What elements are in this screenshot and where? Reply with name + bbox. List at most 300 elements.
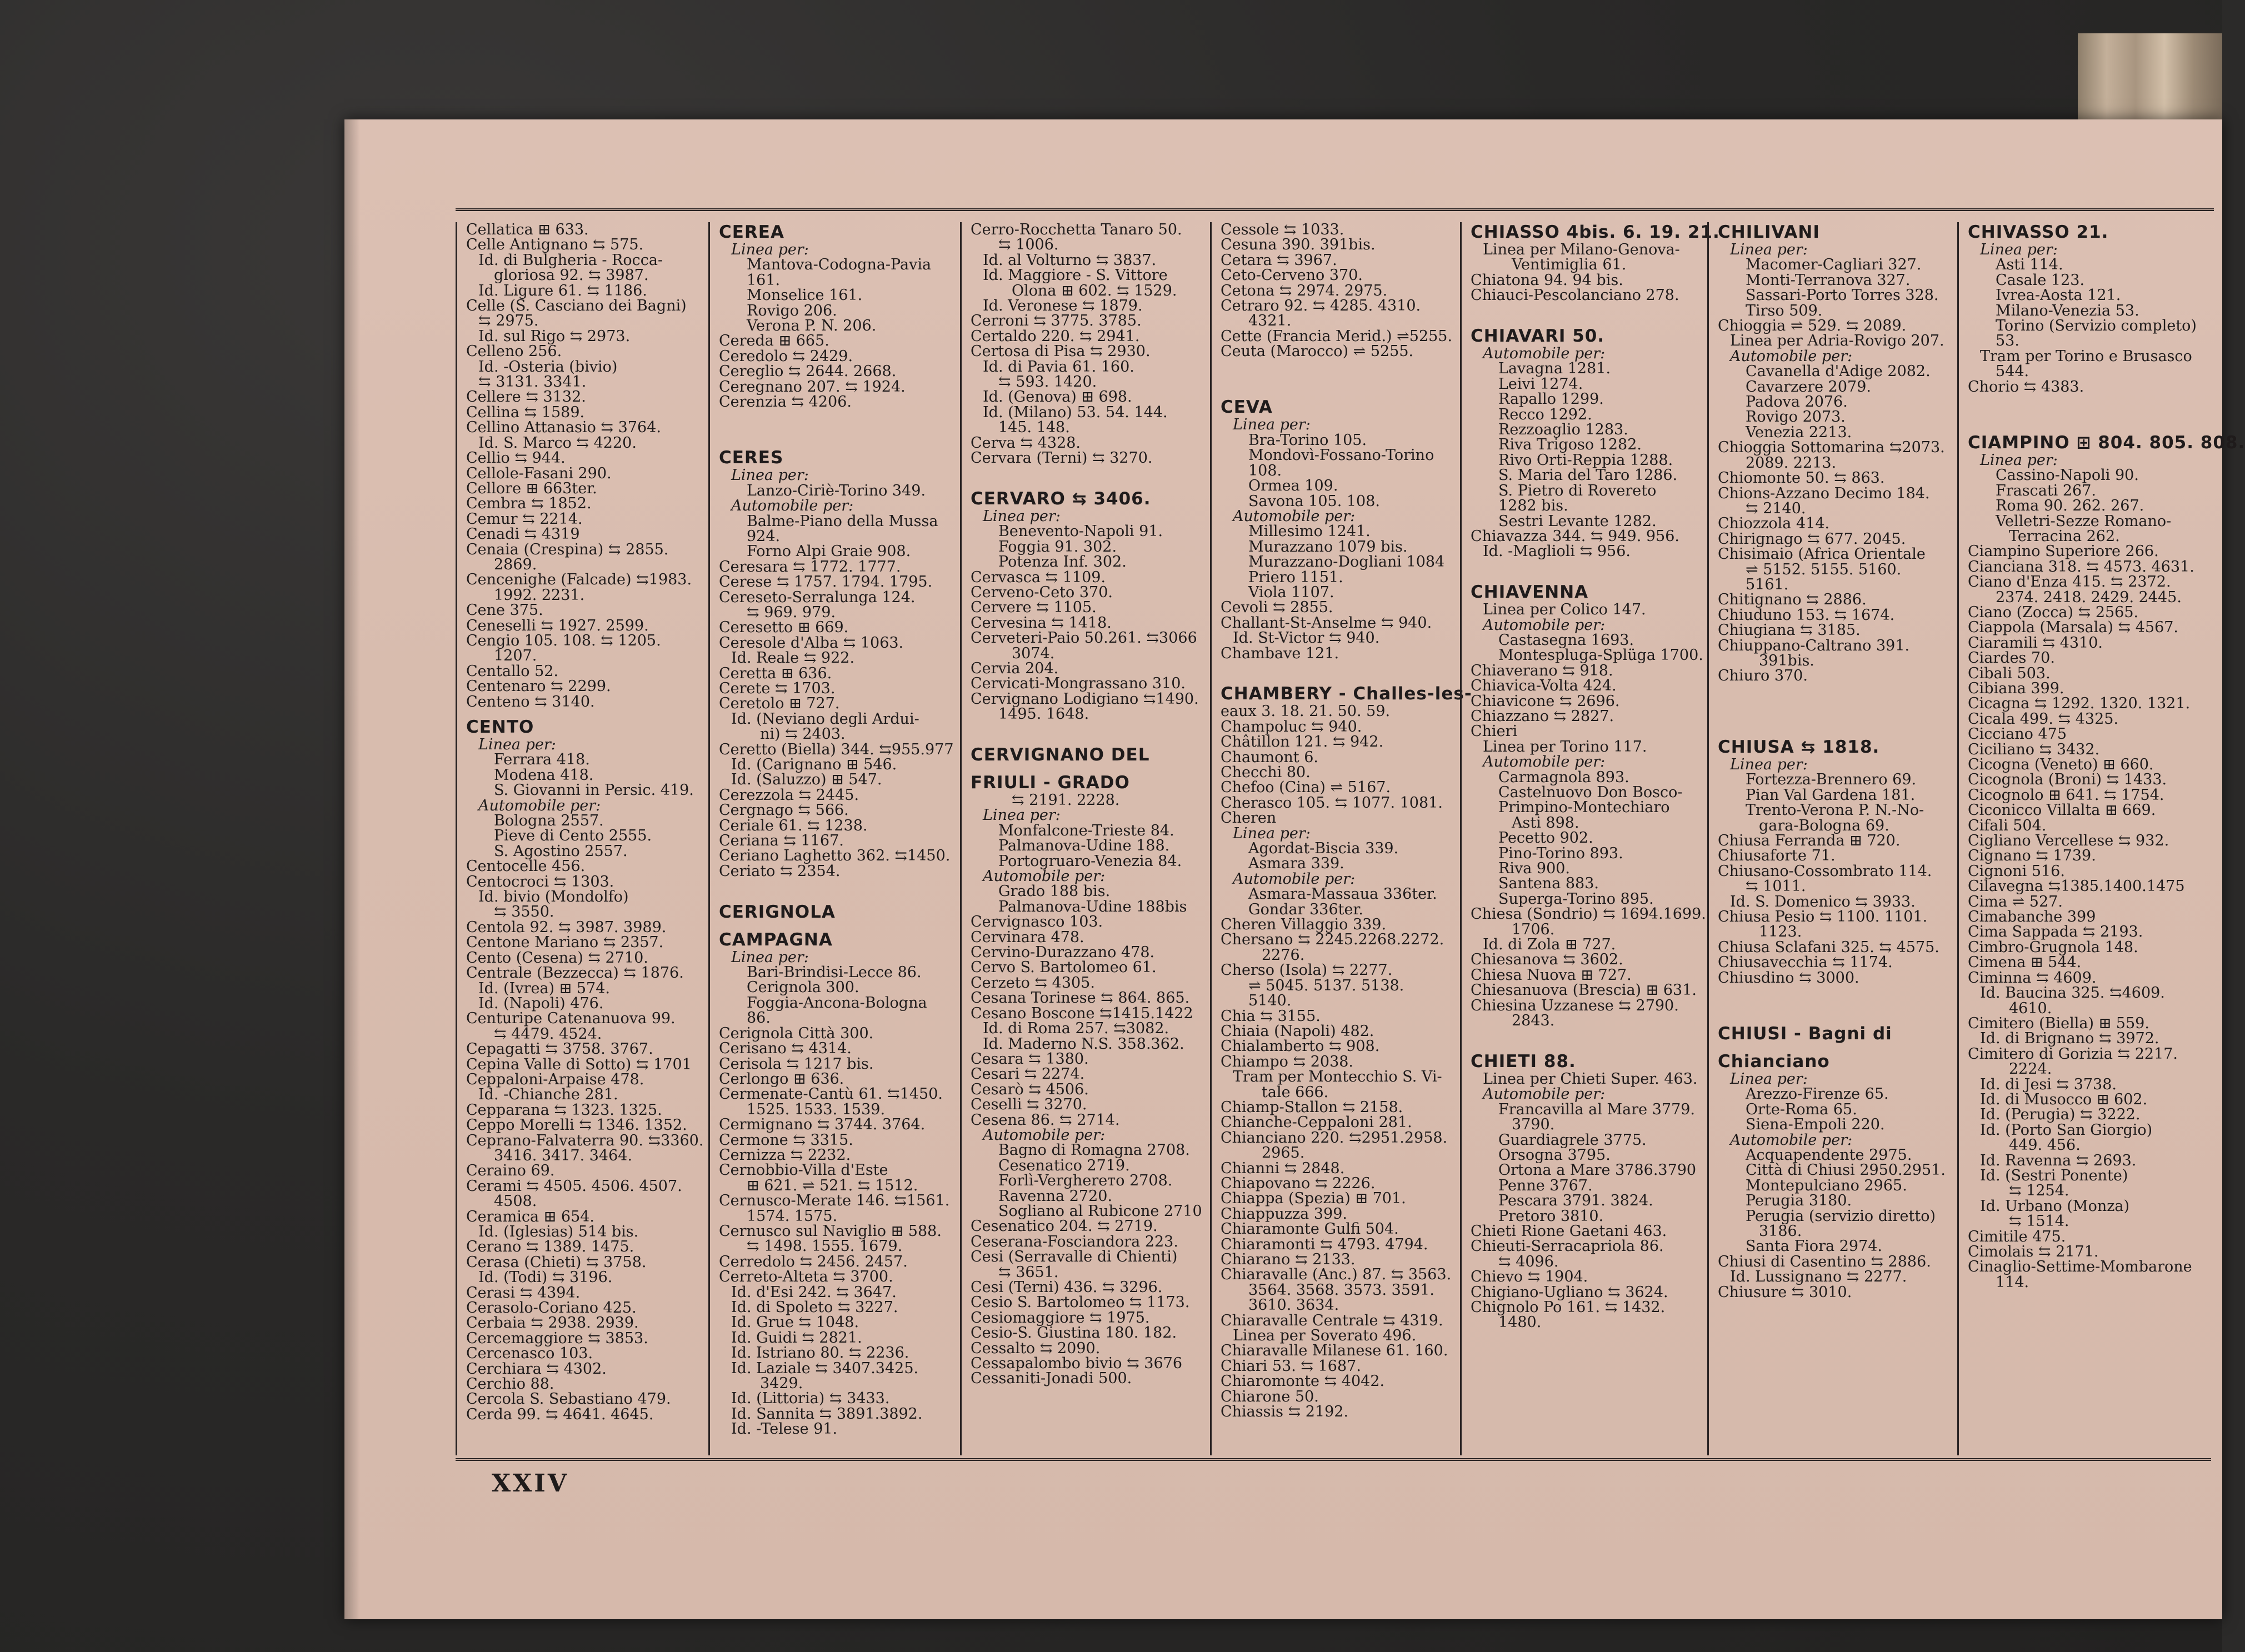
index-entry: Chiazzano ⇆ 2827.	[1471, 707, 1614, 725]
index-entry: Cerese ⇆ 1757. 1794. 1795.	[719, 573, 933, 591]
index-entry: ⇆ 3131. 3341.	[478, 373, 587, 391]
index-entry	[1471, 1029, 1702, 1044]
index-entry: Asmara-Massaua 336ter.	[1248, 885, 1437, 903]
index-entry: Chiusdino ⇆ 3000.	[1718, 969, 1859, 987]
index-entry: Murazzano-Dogliani 1084	[1248, 553, 1445, 571]
index-entry: Centuripe Catenanuova 99.	[466, 1010, 676, 1028]
index-entry: Cerami ⇆ 4505. 4506. 4507.	[466, 1177, 682, 1195]
index-entry: Cessole ⇆ 1033.	[1221, 221, 1344, 238]
index-entry: Automobile per:	[731, 497, 854, 515]
index-entry: 924.	[747, 527, 781, 545]
index-entry: Cevoli ⇆ 2855.	[1221, 599, 1333, 617]
index-entry: Ciano (Zocca) ⇆ 2565.	[1968, 603, 2139, 621]
index-entry: Id. -Telese 91.	[731, 1420, 838, 1438]
index-entry: 4610.	[2009, 999, 2052, 1017]
index-entry: Cesi (Serravalle di Chienti)	[971, 1248, 1178, 1266]
index-entry: Id. di Zola ⊞ 727.	[1483, 936, 1616, 954]
index-entry: Chievo ⇆ 1904.	[1471, 1268, 1588, 1286]
index-entry: Chiaramonte Gulfi 504.	[1221, 1220, 1399, 1238]
index-entry: 449. 456.	[2009, 1137, 2081, 1154]
index-entry: Id. S. Domenico ⇆ 3933.	[1730, 893, 1916, 910]
index-entry: Linea per:	[1980, 451, 2058, 469]
index-entry: gara-Bologna 69.	[1759, 817, 1889, 834]
index-entry: 114.	[1996, 1273, 2029, 1291]
index-entry: 86.	[747, 1009, 771, 1027]
index-entry: Automobile per:	[1483, 753, 1606, 771]
index-entry: Chiaravalle Milanese 61. 160.	[1221, 1342, 1448, 1360]
index-entry: Pieve di Cento 2555.	[494, 827, 652, 845]
index-entry: Chioggia ⇌ 529. ⇆ 2089.	[1718, 317, 1907, 335]
index-entry: Chignolo Po 161. ⇆ 1432.	[1471, 1299, 1666, 1316]
index-entry: Ceselli ⇆ 3270.	[971, 1096, 1087, 1114]
index-entry: Cette (Francia Merid.) ⇌5255.	[1221, 327, 1453, 345]
index-entry: Cicala 499. ⇆ 4325.	[1968, 710, 2119, 728]
index-entry: Cavanella d'Adige 2082.	[1746, 363, 1931, 381]
index-entry: Id. Sannita ⇆ 3891.3892.	[731, 1405, 923, 1423]
index-entry: 5161.	[1746, 575, 1789, 593]
index-entry: Linea per Milano-Genova-	[1483, 241, 1680, 258]
index-entry: Chambave 121.	[1221, 644, 1339, 662]
index-entry	[719, 409, 954, 424]
index-entry: Chiarano ⇆ 2133.	[1221, 1251, 1356, 1268]
index-entry: Chirignago ⇆ 677. 2045.	[1718, 530, 1906, 548]
index-entry: Id. (Saluzzo) ⊞ 547.	[731, 771, 882, 789]
index-entry: Guardiagrele 3775.	[1498, 1131, 1647, 1149]
index-entry: 1574. 1575.	[747, 1207, 838, 1225]
index-entry: Cervo S. Bartolomeo 61.	[971, 959, 1157, 977]
index-entry: Chiesina Uzzanese ⇆ 2790.	[1471, 997, 1679, 1014]
index-entry: Chiomonte 50. ⇆ 863.	[1718, 469, 1885, 487]
index-entry: Ciaramili ⇆ 4310.	[1968, 634, 2103, 652]
index-entry: Agordat-Biscia 339.	[1248, 840, 1399, 858]
index-entry: Verona P. N. 206.	[747, 317, 877, 335]
index-entry: Lavagna 1281.	[1498, 360, 1611, 378]
index-entry: ⇆ 969. 979.	[747, 603, 836, 621]
index-entry: 2869.	[494, 555, 537, 573]
index-entry: Id. (Ivrea) ⊞ 574.	[478, 979, 610, 997]
index-entry: Centocelle 456.	[466, 858, 586, 875]
index-entry: Id. (Perugia) ⇆ 3222.	[1980, 1106, 2141, 1124]
index-entry: Ceuta (Marocco) ⇌ 5255.	[1221, 343, 1414, 361]
index-entry: Pecetto 902.	[1498, 829, 1593, 847]
index-entry: Id. (Carignano ⊞ 546.	[731, 756, 897, 773]
index-table	[456, 208, 2245, 1455]
index-entry: Cerchiara ⇆ 4302.	[466, 1360, 607, 1378]
index-entry: Cessapalombo bivio ⇆ 3676	[971, 1355, 1183, 1373]
index-entry: Cesuna 390. 391bis.	[1221, 236, 1376, 254]
index-entry: Ciminna ⇆ 4609.	[1968, 969, 2097, 987]
index-entry: Cerignola Città 300.	[719, 1024, 874, 1042]
index-entry: Mantova-Codogna-Pavia	[747, 256, 932, 274]
index-entry: Orte-Roma 65.	[1746, 1100, 1857, 1118]
index-entry: Chiuduno 153. ⇆ 1674.	[1718, 606, 1895, 624]
index-entry: Monfalcone-Trieste 84.	[998, 822, 1174, 839]
index-entry: Chiaravalle Centrale ⇆ 4319.	[1221, 1311, 1443, 1329]
index-entry: Bagno di Romagna 2708.	[998, 1142, 1190, 1159]
index-entry: Chianni ⇆ 2848.	[1221, 1159, 1345, 1177]
index-entry: Cesara ⇆ 1380.	[971, 1050, 1089, 1068]
index-entry: 4508.	[494, 1193, 537, 1210]
index-entry	[1221, 374, 1454, 389]
index-entry: Ceneselli ⇆ 1927. 2599.	[466, 617, 649, 634]
index-column-3	[960, 222, 1210, 1455]
index-entry: Cerreto-Alteta ⇆ 3700.	[719, 1268, 893, 1286]
index-entry: Ceraino 69.	[466, 1162, 555, 1180]
index-entry: Cernizza ⇆ 2232.	[719, 1146, 851, 1164]
index-entry: Cepparana ⇆ 1323. 1325.	[466, 1101, 662, 1119]
index-entry: Olona ⊞ 602. ⇆ 1529.	[1012, 282, 1177, 299]
section-heading: CEVA	[1221, 397, 1273, 418]
index-entry: Sogliano al Rubicone 2710	[998, 1202, 1202, 1220]
index-entry: Chions-Azzano Decimo 184.	[1718, 484, 1930, 502]
index-entry: Cereda ⊞ 665.	[719, 332, 829, 350]
index-entry: Ceppo Morelli ⇆ 1346. 1352.	[466, 1117, 687, 1134]
index-entry: Orsogna 3795.	[1498, 1146, 1611, 1164]
index-entry: Automobile per:	[1730, 1131, 1853, 1149]
index-entry: Cimitile 475.	[1968, 1228, 2066, 1245]
index-entry: ⇆ 1254.	[2009, 1182, 2069, 1200]
index-entry: Chisimaio (Africa Orientale	[1718, 545, 1926, 563]
index-entry: Sassari-Porto Torres 328.	[1746, 287, 1939, 304]
section-heading: CIAMPINO ⊞ 804. 805. 808.	[1968, 432, 2245, 453]
index-entry: Cervino-Durazzano 478.	[971, 944, 1155, 962]
index-entry: Linea per:	[1730, 241, 1808, 258]
index-entry: Savona 105. 108.	[1248, 492, 1380, 510]
index-entry: ⇆ 3550.	[494, 903, 554, 921]
index-entry: S. Agostino 2557.	[494, 842, 628, 860]
section-heading: CHIUSI - Bagni di	[1718, 1023, 1892, 1044]
index-entry: Cesio S. Bartolomeo ⇆ 1173.	[971, 1294, 1190, 1311]
index-entry: S. Maria del Taro 1286.	[1498, 467, 1678, 484]
index-entry: Chieri	[1471, 723, 1518, 740]
page-number: XXIV	[492, 1469, 569, 1498]
index-entry: Cheren	[1221, 809, 1277, 827]
index-entry: Cerasi ⇆ 4394.	[466, 1284, 581, 1301]
index-entry: Id. (Todi) ⇆ 3196.	[478, 1269, 613, 1286]
index-entry: Id. di Roma 257. ⇆3082.	[983, 1020, 1169, 1038]
index-entry: Centallo 52.	[466, 662, 559, 680]
index-entry: Penne 3767.	[1498, 1177, 1593, 1194]
index-entry: Ferrara 418.	[494, 751, 590, 769]
index-entry: Ventimiglia 61.	[1512, 256, 1627, 274]
index-entry: Centeno ⇆ 3140.	[466, 693, 595, 710]
index-entry: Padova 2076.	[1746, 393, 1848, 411]
index-entry: Cervasca ⇆ 1109.	[971, 568, 1106, 586]
index-entry: 2276.	[1262, 946, 1305, 964]
index-column-4	[1210, 221, 1472, 1455]
index-entry	[971, 466, 1204, 481]
index-entry: 2843.	[1512, 1012, 1555, 1030]
index-entry: Ceto-Cerveno 370.	[1221, 267, 1363, 284]
index-entry: 3074.	[1012, 644, 1055, 662]
index-entry: Macomer-Cagliari 327.	[1746, 256, 1922, 274]
index-entry: Cenadi ⇆ 4319	[466, 525, 580, 543]
index-entry: Pescara 3791. 3824.	[1498, 1192, 1653, 1210]
index-entry: Cerbaia ⇆ 2938. 2939.	[466, 1314, 639, 1332]
index-entry: Cavarzere 2079.	[1746, 378, 1871, 396]
index-entry: Tirso 509.	[1746, 302, 1823, 319]
index-entry: Chiavazza 344. ⇆ 949. 956.	[1471, 527, 1679, 545]
index-entry: Cepina Valle di Sotto) ⇆ 1701	[466, 1055, 692, 1073]
index-entry: S. Giovanni in Persic. 419.	[494, 782, 694, 799]
index-entry: Cerroni ⇆ 3775. 3785.	[971, 312, 1142, 330]
index-entry: Ceretta ⊞ 636.	[719, 664, 832, 682]
index-entry: Cicognolo ⊞ 641. ⇆ 1754.	[1968, 786, 2164, 804]
index-entry: 53.	[1996, 332, 2019, 350]
index-entry: Forlì-Vergherето 2708.	[998, 1172, 1173, 1190]
index-entry: Rapallo 1299.	[1498, 391, 1604, 408]
index-entry: Cellore ⊞ 663ter.	[466, 479, 597, 497]
index-entry: Balme-Piano della Mussa	[747, 512, 938, 530]
index-entry: Id. di Jesi ⇆ 3738.	[1980, 1075, 2117, 1093]
index-entry: Cerete ⇆ 1703.	[719, 679, 836, 697]
index-entry: Bra-Torino 105.	[1248, 431, 1367, 449]
index-entry: Centone Mariano ⇆ 2357.	[466, 934, 664, 952]
index-entry: Chianciano 220. ⇆2951.2958.	[1221, 1129, 1448, 1147]
index-entry: Cheren Villaggio 339.	[1221, 916, 1387, 934]
index-entry: Linea per:	[731, 467, 809, 484]
index-entry: Roma 90. 262. 267.	[1996, 497, 2144, 515]
index-entry: Cerasolo-Coriano 425.	[466, 1299, 637, 1317]
index-entry: Cereseto-Serralunga 124.	[719, 588, 916, 606]
index-entry: Champoluc ⇆ 940.	[1221, 718, 1362, 735]
index-entry: Cerlongo ⊞ 636.	[719, 1070, 844, 1088]
section-heading: CHIVASSO 21.	[1968, 222, 2109, 242]
index-entry	[1968, 409, 2207, 424]
index-entry: Cesena 86. ⇆ 2714.	[971, 1111, 1120, 1129]
index-column-5	[1460, 222, 1720, 1455]
index-entry: Cermenate-Cantù 61. ⇆1450.	[719, 1085, 943, 1103]
index-entry: Chieuti-Serracapriola 86.	[1471, 1238, 1664, 1255]
index-entry: Ceramica ⊞ 654.	[466, 1208, 595, 1225]
index-entry: Chigiano-Ugliano ⇆ 3624.	[1471, 1283, 1668, 1301]
index-entry	[1221, 359, 1454, 374]
index-entry: Riva Trigoso 1282.	[1498, 436, 1642, 454]
index-entry: gloriosa 92. ⇆ 3987.	[494, 267, 649, 284]
index-entry: Id. di Pavia 61. 160.	[983, 358, 1134, 376]
index-entry: Chiusa Sclafani 325. ⇆ 4575.	[1718, 938, 1939, 956]
index-entry: Cervicati-Mongrassano 310.	[971, 675, 1186, 693]
index-entry: ⇌ 5045. 5137. 5138.	[1248, 977, 1404, 994]
index-entry: Ciampino Superiore 266.	[1968, 543, 2159, 560]
index-entry: Cenaia (Crespina) ⇆ 2855.	[466, 540, 669, 558]
index-entry: Chiesanuova (Brescia) ⊞ 631.	[1471, 982, 1697, 999]
index-entry: Id. Ravenna ⇆ 2693.	[1980, 1152, 2137, 1169]
index-entry: Bari-Brindisi-Lecce 86.	[747, 964, 922, 982]
index-entry: Cessalto ⇆ 2090.	[971, 1339, 1101, 1357]
index-entry: Cencenighe (Falcade) ⇆1983.	[466, 571, 692, 589]
index-entry: Chiaravalle (Anc.) 87. ⇆ 3563.	[1221, 1266, 1452, 1284]
index-entry: Cellino Attanasio ⇆ 3764.	[466, 419, 661, 437]
index-entry: Chiesa Nuova ⊞ 727.	[1471, 966, 1632, 984]
index-entry: 3790.	[1512, 1116, 1555, 1134]
index-entry: Lanzo-Ciriè-Torino 349.	[747, 482, 926, 499]
index-entry: Chiappa (Spezia) ⊞ 701.	[1221, 1190, 1406, 1208]
index-entry: Mondovì-Fossano-Torino	[1248, 447, 1434, 464]
index-entry: Cerisano ⇆ 4314.	[719, 1040, 852, 1058]
section-heading: CHIUSA ⇆ 1818.	[1718, 737, 1880, 757]
index-entry: Velletri-Sezze Romano-	[1996, 512, 2172, 530]
index-entry	[1968, 394, 2207, 409]
index-entry: Cetara ⇆ 3967.	[1221, 251, 1337, 269]
index-entry: Id. Veronese ⇆ 1879.	[983, 297, 1143, 315]
index-entry: 3564. 3568. 3573. 3591.	[1248, 1281, 1434, 1299]
index-entry: Linea per:	[478, 736, 556, 753]
index-entry: Châtillon 121. ⇆ 942.	[1221, 733, 1384, 751]
index-entry: Id. Lussignano ⇆ 2277.	[1730, 1268, 1907, 1286]
index-entry: Chiusavecchia ⇆ 1174.	[1718, 954, 1893, 972]
index-entry: Chia ⇆ 3155.	[1221, 1007, 1321, 1025]
index-entry: Id. (Milano) 53. 54. 144.	[983, 403, 1168, 421]
index-entry: Chiusano-Cossombrato 114.	[1718, 862, 1932, 880]
index-entry: Automobile per:	[1483, 616, 1606, 634]
index-entry: Chiarone 50.	[1221, 1388, 1319, 1405]
index-entry: Cervara (Terni) ⇆ 3270.	[971, 449, 1153, 467]
index-entry: Automobile per:	[478, 797, 601, 814]
index-entry: Linea per Torino 117.	[1483, 738, 1647, 755]
index-entry: Cicognola (Broni) ⇆ 1433.	[1968, 771, 2167, 789]
index-entry: Cassino-Napoli 90.	[1996, 467, 2139, 484]
index-entry: Cigliano Vercellese ⇆ 932.	[1968, 832, 2169, 850]
index-entry: Ciciliano ⇆ 3432.	[1968, 740, 2100, 758]
section-heading: FRIULI - GRADO	[971, 773, 1130, 793]
index-entry: Chiavica-Volta 424.	[1471, 677, 1617, 695]
index-entry: Perugia 3180.	[1746, 1192, 1852, 1210]
index-entry: Cercola S. Sebastiano 479.	[466, 1390, 671, 1408]
index-entry: Castelnuovo Don Bosco-	[1498, 784, 1683, 801]
bottom-rule	[456, 1458, 2211, 1461]
index-entry: Modena 418.	[494, 766, 594, 784]
index-entry: Acquapendente 2975.	[1746, 1146, 1912, 1164]
index-entry: Chiari 53. ⇆ 1687.	[1221, 1357, 1361, 1375]
index-entry: Linea per:	[983, 807, 1061, 824]
index-entry: Ceriale 61. ⇆ 1238.	[719, 817, 868, 834]
index-entry: Grado 188 bis.	[998, 883, 1111, 900]
index-entry	[1471, 559, 1702, 574]
index-entry: Cimabanche 399	[1968, 908, 2096, 926]
index-entry: 145. 148.	[998, 419, 1070, 437]
index-entry: Linea per:	[1233, 824, 1311, 842]
index-entry: Id. Maggiore - S. Vittore	[983, 267, 1168, 284]
index-entry: Cesarò ⇆ 4506.	[971, 1080, 1089, 1098]
index-entry: tale 666.	[1262, 1083, 1329, 1101]
index-entry: Pian Val Gardena 181.	[1746, 786, 1916, 804]
index-entry: Rovigo 206.	[747, 302, 837, 319]
index-entry: Ceretolo ⊞ 727.	[719, 695, 840, 713]
index-entry: Cercenasco 103.	[466, 1345, 593, 1363]
index-entry: Cercemaggiore ⇆ 3853.	[466, 1329, 648, 1347]
page-gutter-shadow	[344, 119, 360, 1619]
index-entry	[1718, 1001, 1952, 1016]
index-entry: Cerasa (Chieti) ⇆ 3758.	[466, 1253, 647, 1271]
index-entry: Ceppaloni-Arpaise 478.	[466, 1070, 644, 1088]
index-entry: Cessaniti-Jonadi 500.	[971, 1370, 1132, 1388]
index-entry: Chiamp-Stallon ⇆ 2158.	[1221, 1098, 1403, 1116]
index-entry: Palmanova-Udine 188.	[998, 837, 1170, 855]
index-entry: Cibiana 399.	[1968, 679, 2064, 697]
index-entry: Montespluga-Splüga 1700.	[1498, 647, 1703, 664]
index-entry: Cima ⇌ 527.	[1968, 893, 2063, 910]
index-entry: Pretoro 3810.	[1498, 1207, 1604, 1225]
index-entry: Cilavegna ⇆1385.1400.1475	[1968, 878, 2185, 895]
index-entry: Ceserana-Fosciandora 223.	[971, 1233, 1178, 1250]
index-entry: Venezia 2213.	[1746, 423, 1852, 441]
index-entry: Priero 1151.	[1248, 568, 1343, 586]
index-entry: Cepagatti ⇆ 3758. 3767.	[466, 1040, 653, 1058]
index-entry	[1718, 684, 1952, 699]
section-heading: CHIAVARI 50.	[1471, 326, 1605, 347]
index-entry: Ciardes 70.	[1968, 649, 2055, 667]
index-entry: Benevento-Napoli 91.	[998, 523, 1163, 540]
index-entry: 1525. 1533. 1539.	[747, 1100, 886, 1118]
index-entry: Chiassis ⇆ 2192.	[1221, 1403, 1349, 1421]
index-entry: ⇆ 2191. 2228.	[1012, 792, 1120, 809]
index-entry: Ceriato ⇆ 2354.	[719, 862, 841, 880]
index-entry: Viola 1107.	[1248, 583, 1334, 601]
index-entry: Automobile per:	[1233, 870, 1356, 888]
section-heading: CHIAVENNA	[1471, 582, 1589, 603]
index-entry: Cervignasco 103.	[971, 913, 1103, 931]
index-entry: Cerisola ⇆ 1217 bis.	[719, 1055, 874, 1073]
index-entry: ⇌ 5152. 5155. 5160.	[1746, 560, 1902, 578]
index-entry: Certaldo 220. ⇆ 2941.	[971, 327, 1140, 345]
index-entry: Tram per Montecchio S. Vi-	[1233, 1068, 1442, 1086]
index-entry: S. Pietro di Rovereto	[1498, 482, 1657, 499]
index-column-2	[708, 222, 960, 1455]
index-entry: Linea per:	[731, 948, 809, 966]
index-entry: 3610. 3634.	[1248, 1296, 1339, 1314]
index-entry: Cima Sappada ⇆ 2193.	[1968, 923, 2143, 941]
index-entry: Cereglio ⇆ 2644. 2668.	[719, 363, 897, 381]
index-entry	[1471, 303, 1702, 318]
index-entry: 544.	[1996, 363, 2029, 381]
index-entry: Foggia-Ancona-Bologna	[747, 994, 927, 1012]
index-entry: Centrale (Bezzecca) ⇆ 1876.	[466, 964, 684, 982]
index-entry: Cicogna (Veneto) ⊞ 660.	[1968, 756, 2154, 773]
index-entry: Chiugiana ⇆ 3185.	[1718, 622, 1861, 639]
index-entry: ⇆ 2140.	[1746, 499, 1806, 517]
index-entry: Chiaramonti ⇆ 4793. 4794.	[1221, 1235, 1428, 1253]
index-entry: Chiapovano ⇆ 2226.	[1221, 1174, 1376, 1192]
index-entry: Id. di Bulgheria - Rocca-	[478, 251, 663, 269]
index-entry: Ivrea-Aosta 121.	[1996, 287, 2121, 304]
index-entry: Foggia 91. 302.	[998, 538, 1117, 555]
index-entry: Id. Ligure 61. ⇆ 1186.	[478, 282, 647, 299]
index-entry: Challant-St-Anselme ⇆ 940.	[1221, 614, 1432, 632]
index-entry: Automobile per:	[1233, 507, 1356, 525]
index-entry: Cernusco-Merate 146. ⇆1561.	[719, 1192, 950, 1210]
index-entry: Id. Guidi ⇆ 2821.	[731, 1329, 862, 1346]
index-entry: ⇆ 2975.	[478, 312, 539, 330]
index-entry: Cerano ⇆ 1389. 1475.	[466, 1238, 634, 1256]
index-entry: 2089. 2213.	[1746, 454, 1837, 472]
index-entry: Ceredolo ⇆ 2429.	[719, 347, 853, 365]
index-entry: Cellere ⇆ 3132.	[466, 388, 586, 406]
index-entry: Siena-Empoli 220.	[1746, 1116, 1885, 1134]
index-entry: Id. S. Marco ⇆ 4220.	[478, 434, 637, 452]
index-entry: Santa Fiora 2974.	[1746, 1238, 1883, 1255]
index-entry: Id. -Maglioli ⇆ 956.	[1483, 543, 1631, 560]
section-heading: CERVARO ⇆ 3406.	[971, 488, 1151, 509]
index-entry: Chitignano ⇆ 2886.	[1718, 591, 1867, 609]
index-entry: Cernobbio-Villa d'Este	[719, 1162, 888, 1179]
index-entry: Cerva ⇆ 4328.	[971, 434, 1081, 452]
index-entry: Id. Maderno N.S. 358.362.	[983, 1035, 1184, 1053]
index-entry: Chiappuzza 399.	[1221, 1205, 1347, 1223]
section-heading: CEREA	[719, 222, 784, 242]
index-entry: Automobile per:	[1483, 1085, 1606, 1103]
index-entry: Id. Istriano 80. ⇆ 2236.	[731, 1344, 909, 1362]
